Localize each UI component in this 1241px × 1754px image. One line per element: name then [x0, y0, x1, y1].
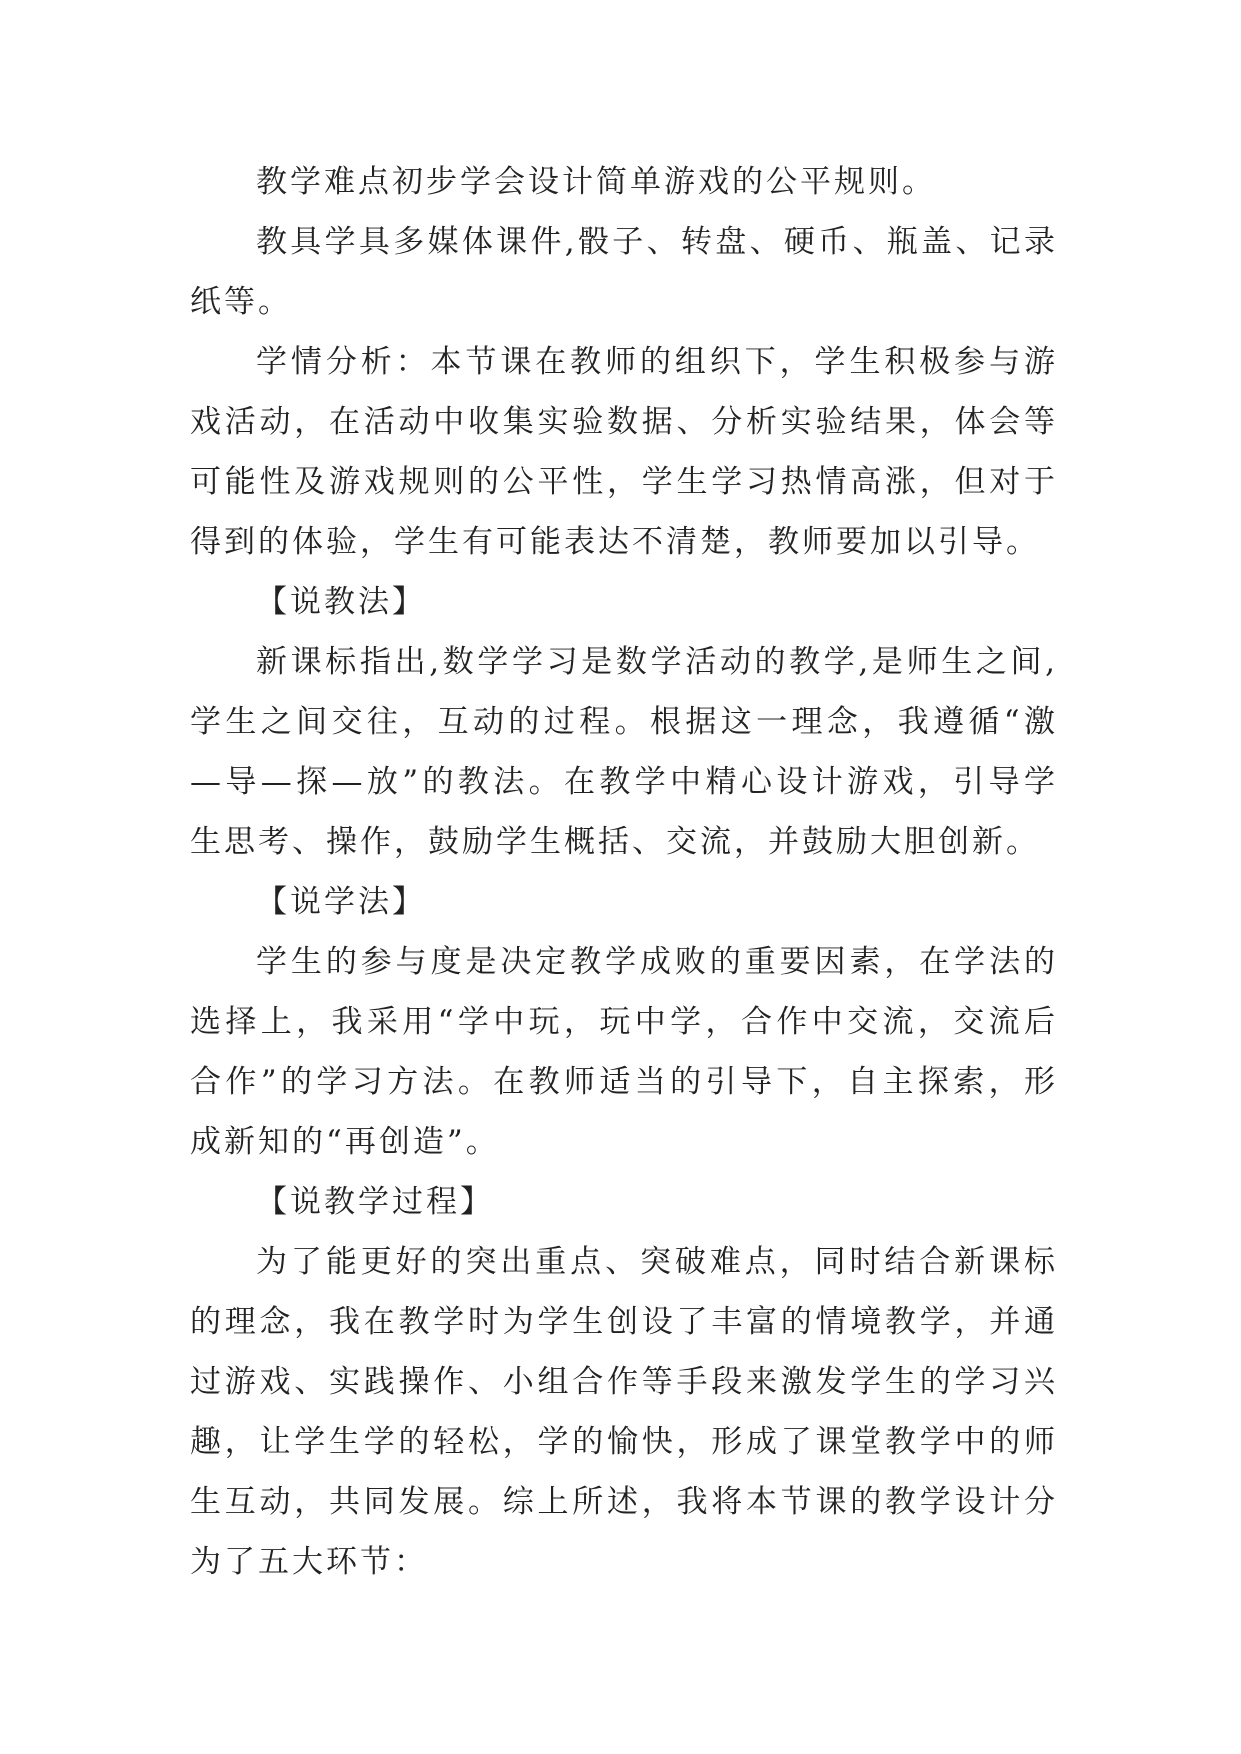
paragraph-teaching-method: 新课标指出,数学学习是数学活动的教学,是师生之间,学生之间交往，互动的过程。根据这一理念，我遵循“激—导—探—放”的教法。在教学中精心设计游戏，引导学生思考、操作，鼓励学生概括、交流，并鼓励大胆创新。 [190, 644, 1058, 860]
paragraph-teaching-difficulty: 教学难点初步学会设计简单游戏的公平规则。 [256, 164, 936, 200]
paragraph-teaching-process: 为了能更好的突出重点、突破难点，同时结合新课标的理念，我在教学时为学生创设了丰富的情境教学，并通过游戏、实践操作、小组合作等手段来激发学生的学习兴趣，让学生学的轻松，学的愉快，形成了课堂教学中的师生互动，共同发展。综上所述，我将本节课的教学设计分为了五大环节： [190, 1244, 1058, 1580]
section-heading-teaching-method: 【说教法】 [256, 584, 426, 620]
paragraph-teaching-aids: 教具学具多媒体课件,骰子、转盘、硬币、瓶盖、记录纸等。 [190, 224, 1058, 320]
section-heading-teaching-process: 【说教学过程】 [256, 1184, 494, 1220]
document-body [190, 152, 1058, 1592]
paragraph-student-analysis: 学情分析：本节课在教师的组织下，学生积极参与游戏活动，在活动中收集实验数据、分析实验结果，体会等可能性及游戏规则的公平性，学生学习热情高涨，但对于得到的体验，学生有可能表达不清楚，教师要加以引导。 [190, 344, 1058, 560]
section-heading-learning-method: 【说学法】 [256, 884, 426, 920]
paragraph-learning-method: 学生的参与度是决定教学成败的重要因素，在学法的选择上，我采用“学中玩，玩中学，合作中交流，交流后合作”的学习方法。在教师适当的引导下，自主探索，形成新知的“再创造”。 [190, 944, 1058, 1160]
